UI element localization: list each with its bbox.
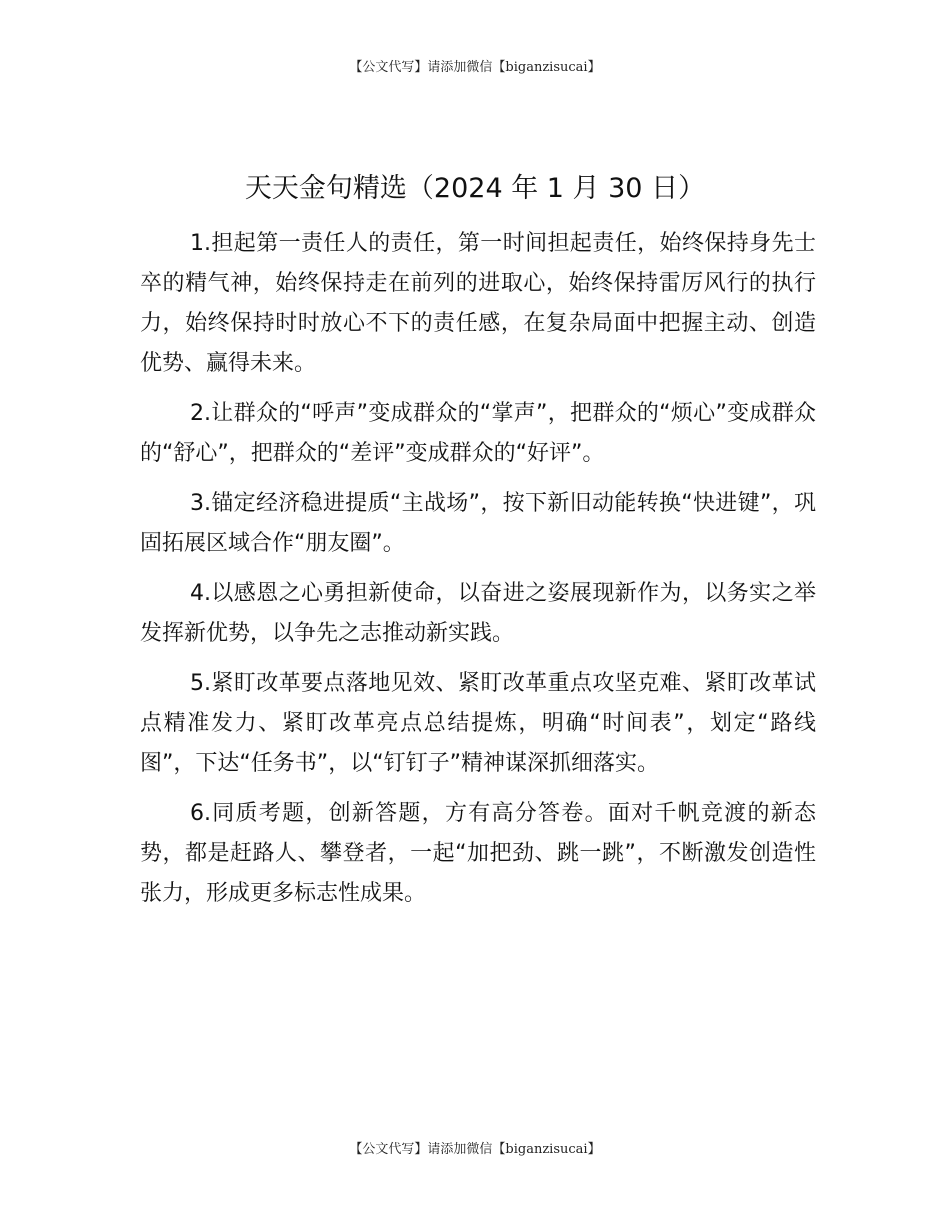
document-title: 天天金句精选（2024 年 1 月 30 日） — [244, 173, 706, 204]
quote-paragraph-3: 3.锚定经济稳进提质“主战场”，按下新旧动能转换“快进键”，巩固拓展区域合作“朋友圈”。 — [140, 491, 816, 556]
quote-paragraph-5: 5.紧盯改革要点落地见效、紧盯改革重点攻坚克难、紧盯改革试点精准发力、紧盯改革亮点总结提炼，明确“时间表”，划定“路线图”，下达“任务书”，以“钉钉子”精神谋深抓细落实。 — [140, 671, 816, 776]
document-body — [140, 224, 816, 924]
page-header: 【公文代写】请添加微信【biganzisucai】 — [349, 60, 601, 75]
quote-paragraph-4: 4.以感恩之心勇担新使命，以奋进之姿展现新作为，以务实之举发挥新优势，以争先之志推动新实践。 — [140, 581, 816, 646]
page-footer: 【公文代写】请添加微信【biganzisucai】 — [349, 1142, 601, 1157]
quote-paragraph-6: 6.同质考题，创新答题，方有高分答卷。面对千帆竞渡的新态势，都是赶路人、攀登者，一起“加把劲、跳一跳”，不断激发创造性张力，形成更多标志性成果。 — [140, 801, 816, 906]
quote-paragraph-2: 2.让群众的“呼声”变成群众的“掌声”，把群众的“烦心”变成群众的“舒心”，把群众的“差评”变成群众的“好评”。 — [140, 401, 816, 466]
quote-paragraph-1: 1.担起第一责任人的责任，第一时间担起责任，始终保持身先士卒的精气神，始终保持走在前列的进取心，始终保持雷厉风行的执行力，始终保持时时放心不下的责任感，在复杂局面中把握主动、创造优势、赢得未来。 — [140, 231, 816, 376]
